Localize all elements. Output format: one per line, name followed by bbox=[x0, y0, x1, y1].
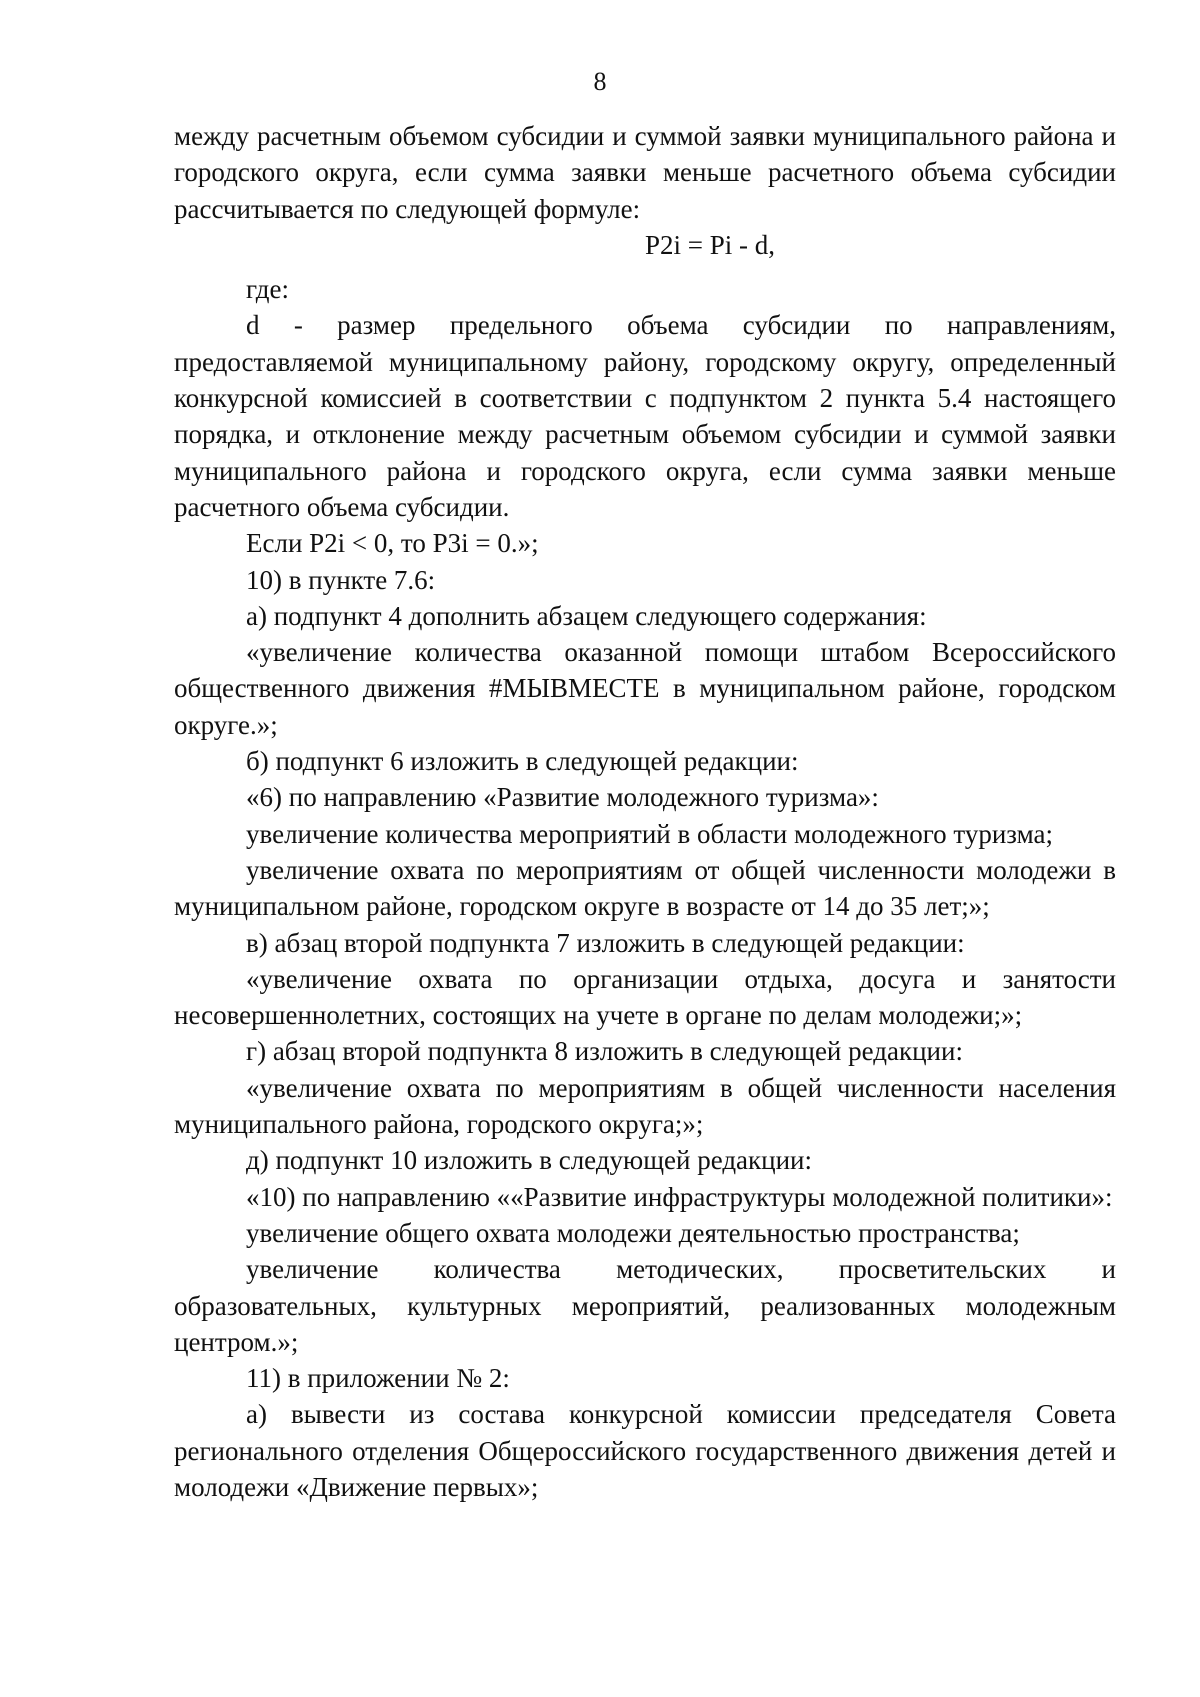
paragraph-item-10-d: д) подпункт 10 изложить в следующей редакции: bbox=[246, 1145, 813, 1176]
paragraph-where: где: bbox=[246, 274, 289, 305]
paragraph-subsidy-continuation: между расчетным объемом субсидии и суммой заявки муниципального района и городского округа, если сумма заявки меньше расчетного объема субсидии рассчитывается по следующей формуле: bbox=[174, 121, 1116, 224]
formula-p2i: P2i = Pi - d, bbox=[644, 229, 775, 260]
paragraph-item-10-g: г) абзац второй подпункта 8 изложить в следующей редакции: bbox=[246, 1036, 963, 1067]
paragraph-item-10-b: б) подпункт 6 изложить в следующей редакции: bbox=[246, 746, 799, 777]
paragraph-infrastructure-direction: «10) по направлению ««Развитие инфраструктуры молодежной политики»: bbox=[246, 1181, 1113, 1212]
paragraph-item-10: 10) в пункте 7.6: bbox=[246, 564, 436, 595]
paragraph-quote-minors: «увеличение охвата по организации отдыха, досуга и занятости несовершеннолетних, состоящих на учете в органе по делам молодежи;»; bbox=[174, 963, 1116, 1031]
document-body bbox=[174, 118, 1116, 1505]
paragraph-if-p2i: Если P2i < 0, то P3i = 0.»; bbox=[246, 528, 539, 559]
paragraph-infrastructure-events: увеличение количества методических, просветительских и образовательных, культурных мероприятий, реализованных молодежным центром.»; bbox=[174, 1254, 1116, 1357]
paragraph-item-11: 11) в приложении № 2: bbox=[246, 1363, 510, 1394]
paragraph-item-10-v: в) абзац второй подпункта 7 изложить в следующей редакции: bbox=[246, 927, 965, 958]
paragraph-quote-mivmeste: «увеличение количества оказанной помощи штабом Всероссийского общественного движения #МЫВМЕСТЕ в муниципальном районе, городском округе.»; bbox=[174, 637, 1116, 740]
paragraph-item-11-a: а) вывести из состава конкурсной комиссии председателя Совета регионального отделения Общероссийского государственного движения детей и молодежи «Движение первых»; bbox=[174, 1399, 1116, 1502]
page-number: 8 bbox=[593, 67, 607, 96]
paragraph-quote-population: «увеличение охвата по мероприятиям в общей численности населения муниципального района, городского округа;»; bbox=[174, 1072, 1116, 1140]
paragraph-tourism-coverage: увеличение охвата по мероприятиям от общей численности молодежи в муниципальном районе, городском округе в возрасте от 14 до 35 лет;»; bbox=[174, 854, 1116, 922]
paragraph-tourism-events: увеличение количества мероприятий в области молодежного туризма; bbox=[246, 818, 1053, 849]
paragraph-infrastructure-coverage: увеличение общего охвата молодежи деятельностью пространства; bbox=[246, 1217, 1020, 1248]
paragraph-tourism-direction: «6) по направлению «Развитие молодежного туризма»: bbox=[246, 782, 879, 813]
paragraph-item-10-a: а) подпункт 4 дополнить абзацем следующего содержания: bbox=[246, 600, 927, 631]
paragraph-d-definition: d - размер предельного объема субсидии по направлениям, предоставляемой муниципальному району, городскому округу, определенный конкурсной комиссией в соответствии с подпунктом 2 пункта 5.4 настоящего порядка, и отклонение между расчетным объемом субсидии и суммой заявки муниципального района и городского округа, если сумма заявки меньше расчетного объема субсидии. bbox=[174, 310, 1116, 522]
